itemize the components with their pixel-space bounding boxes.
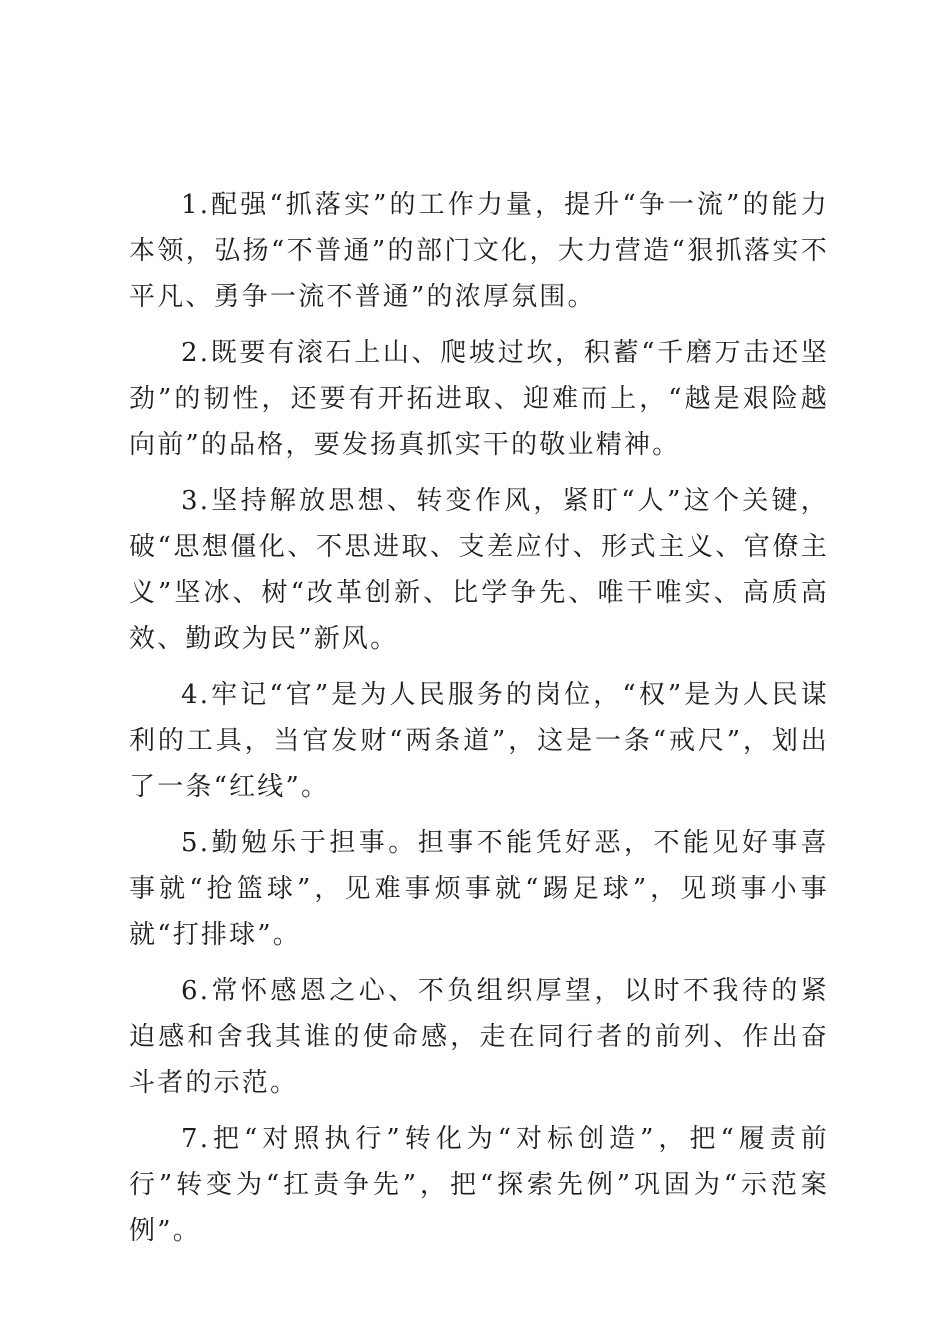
paragraph-7: 7.把“对照执行”转化为“对标创造”，把“履责前行”转变为“扛责争先”，把“探索先例”巩固为“示范案例”。 <box>129 1124 829 1246</box>
document-body <box>129 182 829 1264</box>
paragraph-6: 6.常怀感恩之心、不负组织厚望，以时不我待的紧迫感和舍我其谁的使命感，走在同行者的前列、作出奋斗者的示范。 <box>129 976 829 1098</box>
paragraph-1: 1.配强“抓落实”的工作力量，提升“争一流”的能力本领，弘扬“不普通”的部门文化，大力营造“狠抓落实不平凡、勇争一流不普通”的浓厚氛围。 <box>129 190 829 312</box>
paragraph-3: 3.坚持解放思想、转变作风，紧盯“人”这个关键，破“思想僵化、不思进取、支差应付、形式主义、官僚主义”坚冰、树“改革创新、比学争先、唯干唯实、高质高效、勤政为民”新风。 <box>129 486 829 654</box>
paragraph-4: 4.牢记“官”是为人民服务的岗位，“权”是为人民谋利的工具，当官发财“两条道”，这是一条“戒尺”，划出了一条“红线”。 <box>129 680 829 802</box>
paragraph-2: 2.既要有滚石上山、爬坡过坎，积蓄“千磨万击还坚劲”的韧性，还要有开拓进取、迎难而上，“越是艰险越向前”的品格，要发扬真抓实干的敬业精神。 <box>129 338 829 460</box>
paragraph-5: 5.勤勉乐于担事。担事不能凭好恶，不能见好事喜事就“抢篮球”，见难事烦事就“踢足球”，见琐事小事就“打排球”。 <box>129 828 829 950</box>
